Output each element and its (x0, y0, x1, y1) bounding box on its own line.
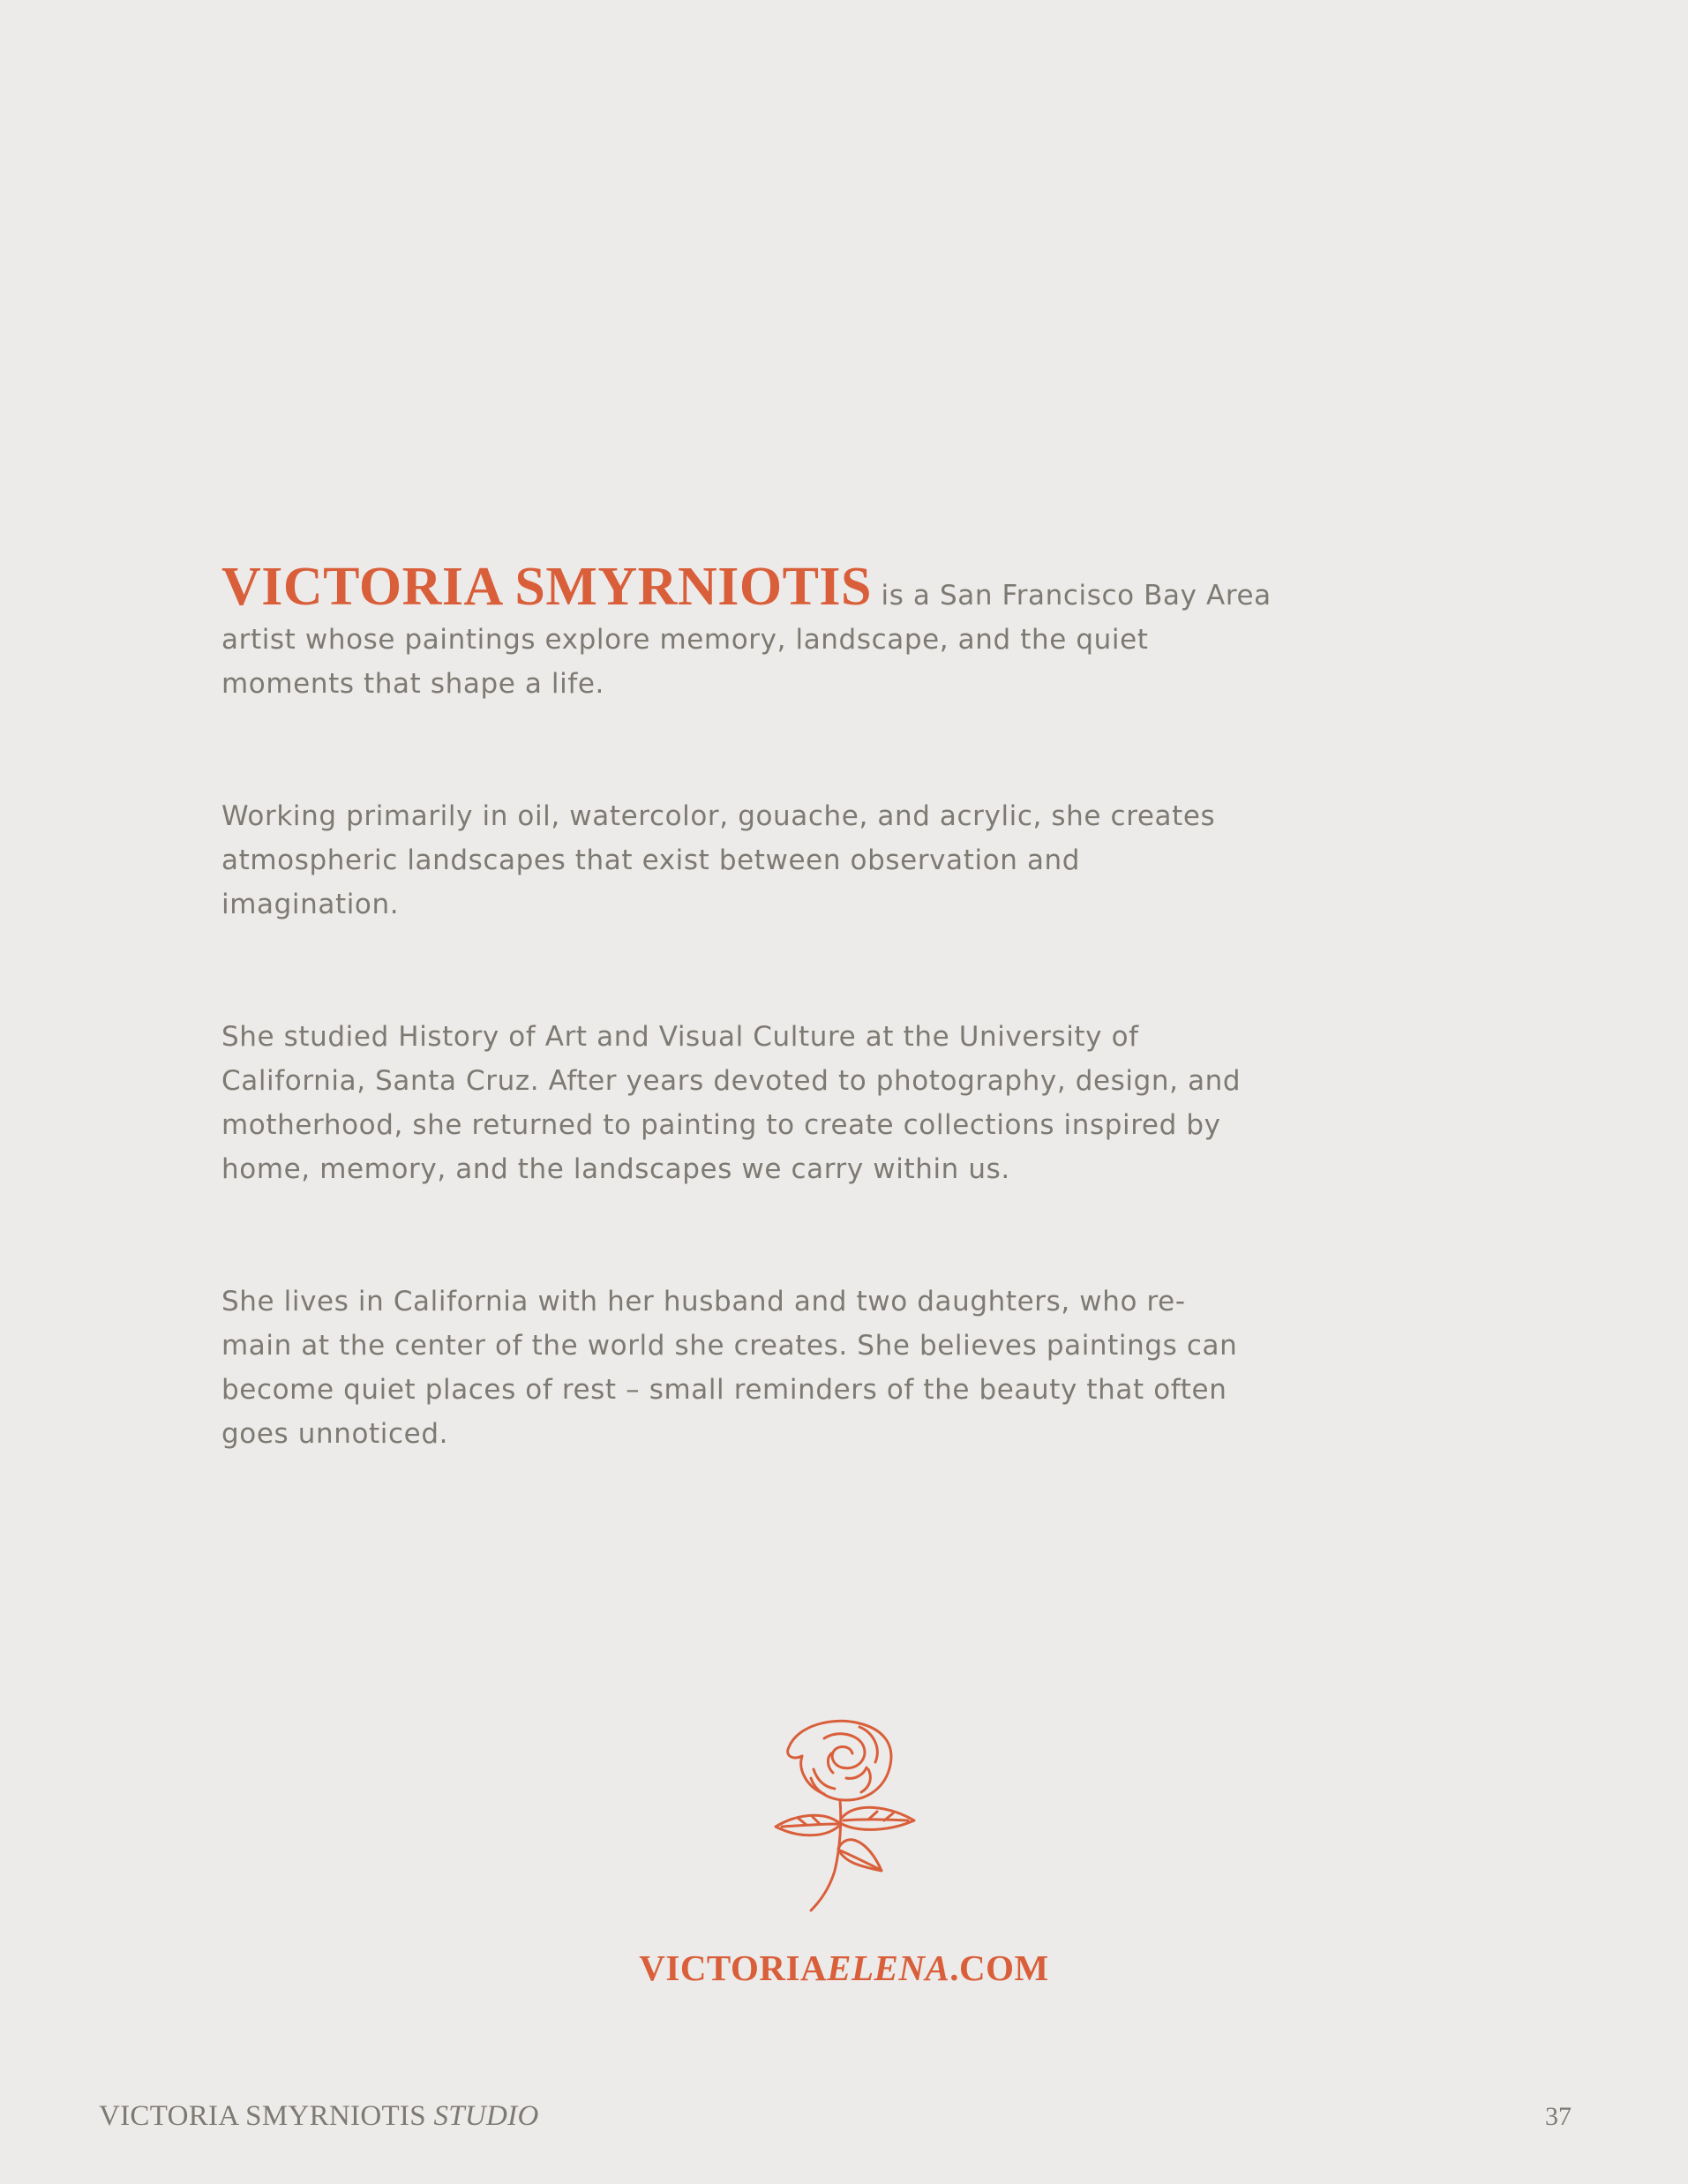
footer-brand (99, 2100, 539, 2133)
website-url[interactable] (0, 1947, 1688, 1989)
rose-icon (771, 1716, 921, 1915)
p3-line-3: motherhood, she returned to painting to create collections inspired by (221, 1109, 1221, 1141)
bio-paragraph-family (221, 1280, 1280, 1456)
p4-line-4: goes unnoticed. (221, 1418, 449, 1450)
p3-line-2: California, Santa Cruz. After years devoted to photography, design, and (221, 1065, 1242, 1097)
bio-intro (221, 557, 1280, 706)
p4-line-3: become quiet places of rest – small reminders of the beauty that often (221, 1374, 1227, 1406)
bio-text (221, 557, 1280, 1544)
p4-line-2: main at the center of the world she creates. She believes paintings can (221, 1330, 1238, 1362)
intro-line-3: moments that shape a life. (221, 668, 604, 700)
artist-name: VICTORIA SMYRNIOTIS (221, 557, 873, 617)
p4-line-1: She lives in California with her husband and two daughters, who re- (221, 1286, 1186, 1317)
p3-line-1: She studied History of Art and Visual Culture at the University of (221, 1021, 1139, 1053)
footer-brand-studio: STUDIO (433, 2100, 539, 2132)
footer-brand-name: VICTORIA SMYRNIOTIS (99, 2100, 434, 2132)
bio-paragraph-education (221, 1015, 1280, 1191)
intro-line-2: artist whose paintings explore memory, landscape, and the quiet (221, 624, 1149, 656)
website-part-3: .COM (949, 1948, 1049, 1988)
website-part-1: VICTORIA (639, 1948, 828, 1988)
bio-paragraph-mediums (221, 794, 1280, 927)
p2-line-1: Working primarily in oil, watercolor, gouache, and acrylic, she creates (221, 800, 1216, 832)
p2-line-2: atmospheric landscapes that exist between observation and (221, 844, 1081, 876)
p3-line-4: home, memory, and the landscapes we carry within us. (221, 1153, 1010, 1185)
website-part-2: ELENA (827, 1948, 950, 1988)
intro-line-1: is a San Francisco Bay Area (872, 580, 1272, 612)
page-number: 37 (1545, 2102, 1572, 2131)
p2-line-3: imagination. (221, 889, 400, 920)
